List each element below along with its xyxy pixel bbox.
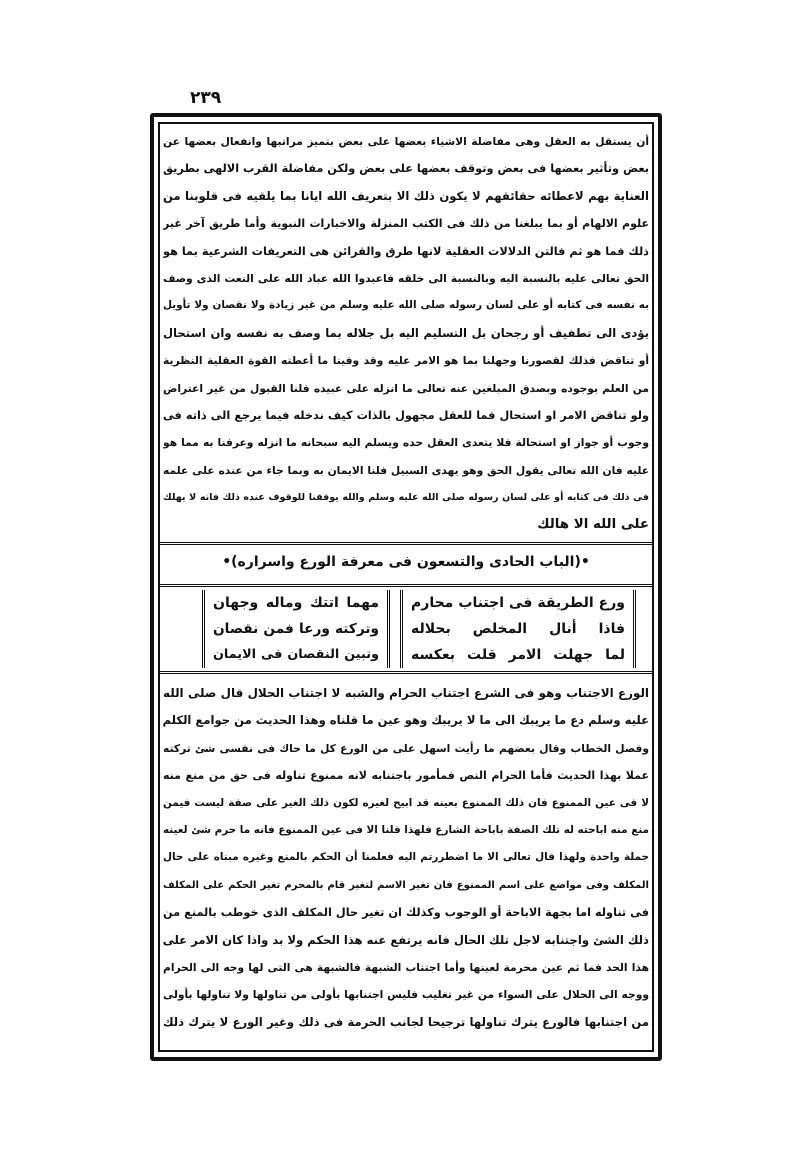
text-line: علوم الالهام أو بما يبلغنا من ذلك فى الكتب المنزلة والاخبارات النبوية وأما طريق آخر غير — [163, 217, 649, 231]
text-line: وتركته ورعا فمن نقصان — [213, 621, 379, 637]
text-line: ورع الطريقة فى اجتناب محارم — [411, 595, 625, 611]
poem-left-column — [202, 590, 390, 668]
text-line: أن يستقل به العقل وهى مفاضلة الاشياء بعضها على بعض بتميز مراتبها وانفعال بعضها عن — [163, 135, 649, 148]
text-line: على الله الا هالك — [537, 517, 649, 533]
chapter-heading: •(الباب الحادى والتسعون فى معرفة الورع واسراره)• — [222, 554, 590, 570]
text-line: فى ذلك فى كتابه أو على لسان رسوله صلى الله عليه وسلم والله يوفقنا للوقوف عنده ذلك فانه لا يهلك — [163, 492, 649, 504]
page-number: ٢٣٩ — [190, 88, 222, 108]
text-line: من اجتنابها فالورع يترك تناولها ترجيحا لجانب الحرمة فى ذلك وغير الورع لا يترك ذلك — [163, 1014, 649, 1029]
text-line: فى تناوله اما بجهة الاباحة أو الوجوب وكذلك ان تغير حال المكلف الذى خوطب بالمنع من — [163, 906, 649, 920]
text-line: هذا الحد فما ثم عين محرمة لعينها وأما اجتناب الشبهة فالشبهة هى التى لها وجه الى الحرام — [163, 960, 649, 974]
bottom-paragraph — [163, 680, 649, 1036]
text-line: وتبين النقصان فى الايمان — [213, 647, 379, 662]
text-line: العناية بهم لاعطائه حقائقهم لا يكون ذلك الا بتعريف الله ايانا بما يلقيه فى قلوبنا من — [163, 188, 649, 203]
text-line: جملة واحدة ولهذا قال تعالى الا ما اضطررتم اليه فعلمنا أن الحكم بالمنع وغيره مبناه على حال — [163, 851, 649, 864]
text-line: أو تناقض فذلك لقصورنا وجهلنا بما هو الامر عليه وقد وفينا ما أعطته القوة العقلية النظرية — [163, 354, 649, 368]
text-line: عملا بهذا الحديث فأما الحرام النص فمأمور باجتنابه لانه ممنوع تناوله فى حق من منع منه — [163, 769, 649, 783]
text-line: من العلم بوجوده وبصدق المبلغين عنه تعالى ما انزله على عبيده فلنا القبول من غير اعتراض — [163, 381, 649, 395]
text-line: يؤدى الى تطفيف أو رجحان بل التسليم اليه بل جلاله بما وصف به نفسه وان استحال — [163, 325, 649, 340]
divider — [160, 584, 652, 587]
text-line: لا فى عين الممنوع فان ذلك الممنوع بعينه قد ابيح لغيره لكون ذلك الغير على صفة ليست فيمن — [163, 796, 649, 809]
text-line: ذلك الشئ واجتنابه لاجل تلك الحال فانه يرتفع عنه هذا الحكم ولا بد واذا كان الامر على — [163, 932, 649, 947]
text-line: وفصل الخطاب وقال بعضهم ما رأيت اسهل على من الورع كل ما حاك فى نفسى شئ تركته — [163, 741, 649, 755]
text-line: عليه فان الله تعالى يقول الحق وهو يهدى السبيل فلنا الايمان به وبما جاء من عنده على علمه — [163, 463, 649, 477]
divider — [160, 542, 652, 545]
poem-right-column — [400, 590, 636, 668]
text-line: به نفسه فى كتابه أو على لسان رسوله صلى الله عليه وسلم من غير زيادة ولا نقصان ولا تأويل — [163, 299, 649, 312]
text-line: الورع الاجتناب وهو فى الشرع اجتناب الحرام والشبه لا اجتناب الحلال قال صلى الله — [163, 686, 649, 700]
text-line: ووجه الى الحلال على السواء من غير تغليب فليس اجتنابها بأولى من تناولها ولا تناولها بأولى — [163, 988, 649, 1002]
text-line: وجوب أو جواز او استحالة فلا يتعدى العقل حده ويسلم اليه سبحانه ما انزله وعرفنا به مما هو — [163, 436, 649, 450]
page-frame — [150, 113, 662, 1061]
text-line: فاذا أنال المخلص بحلاله — [411, 621, 625, 637]
text-line: مهما اتتك وماله وجهان — [213, 595, 379, 611]
top-paragraph — [163, 128, 649, 539]
text-line: منع منه اباحته له تلك الصفة باباحة الشارع فلهذا قلنا الا فى عين الممنوع فانه ما حرم شئ لعينه — [163, 823, 649, 836]
text-line: المكلف وفى مواضع على اسم الممنوع فان تغير الاسم لتغير قام بالمحرم تغير الحكم على المكلف — [163, 879, 649, 891]
text-line: بعض وتأثير بعضها فى بعض وتوقف بعضها على بعض ولكن مفاضلة القرب الالهى بطريق — [163, 162, 649, 176]
text-line: لما جهلت الامر قلت بعكسه — [411, 647, 625, 663]
text-line: ولو تناقض الامر او استحال فما للعقل مجهول بالذات كيف ندخله فيما يرجع الى ذاته فى — [163, 408, 649, 422]
text-line: الحق تعالى عليه بالنسبة اليه وبالنسبة الى خلقه فاعبدوا الله عباد الله على النعت الذى وصف — [163, 271, 649, 285]
text-line: ذلك فما هو ثم فالتن الدلالات العقلية لانها طرق والقرائن هى التعريفات الشرعية بما هو — [163, 244, 649, 258]
divider — [160, 671, 652, 674]
page-frame-inner — [158, 122, 654, 1052]
text-line: عليه وسلم دع ما يريبك الى ما لا يريبك وهو عين ما قلناه وهذا الحديث من جوامع الكلم — [163, 713, 649, 728]
